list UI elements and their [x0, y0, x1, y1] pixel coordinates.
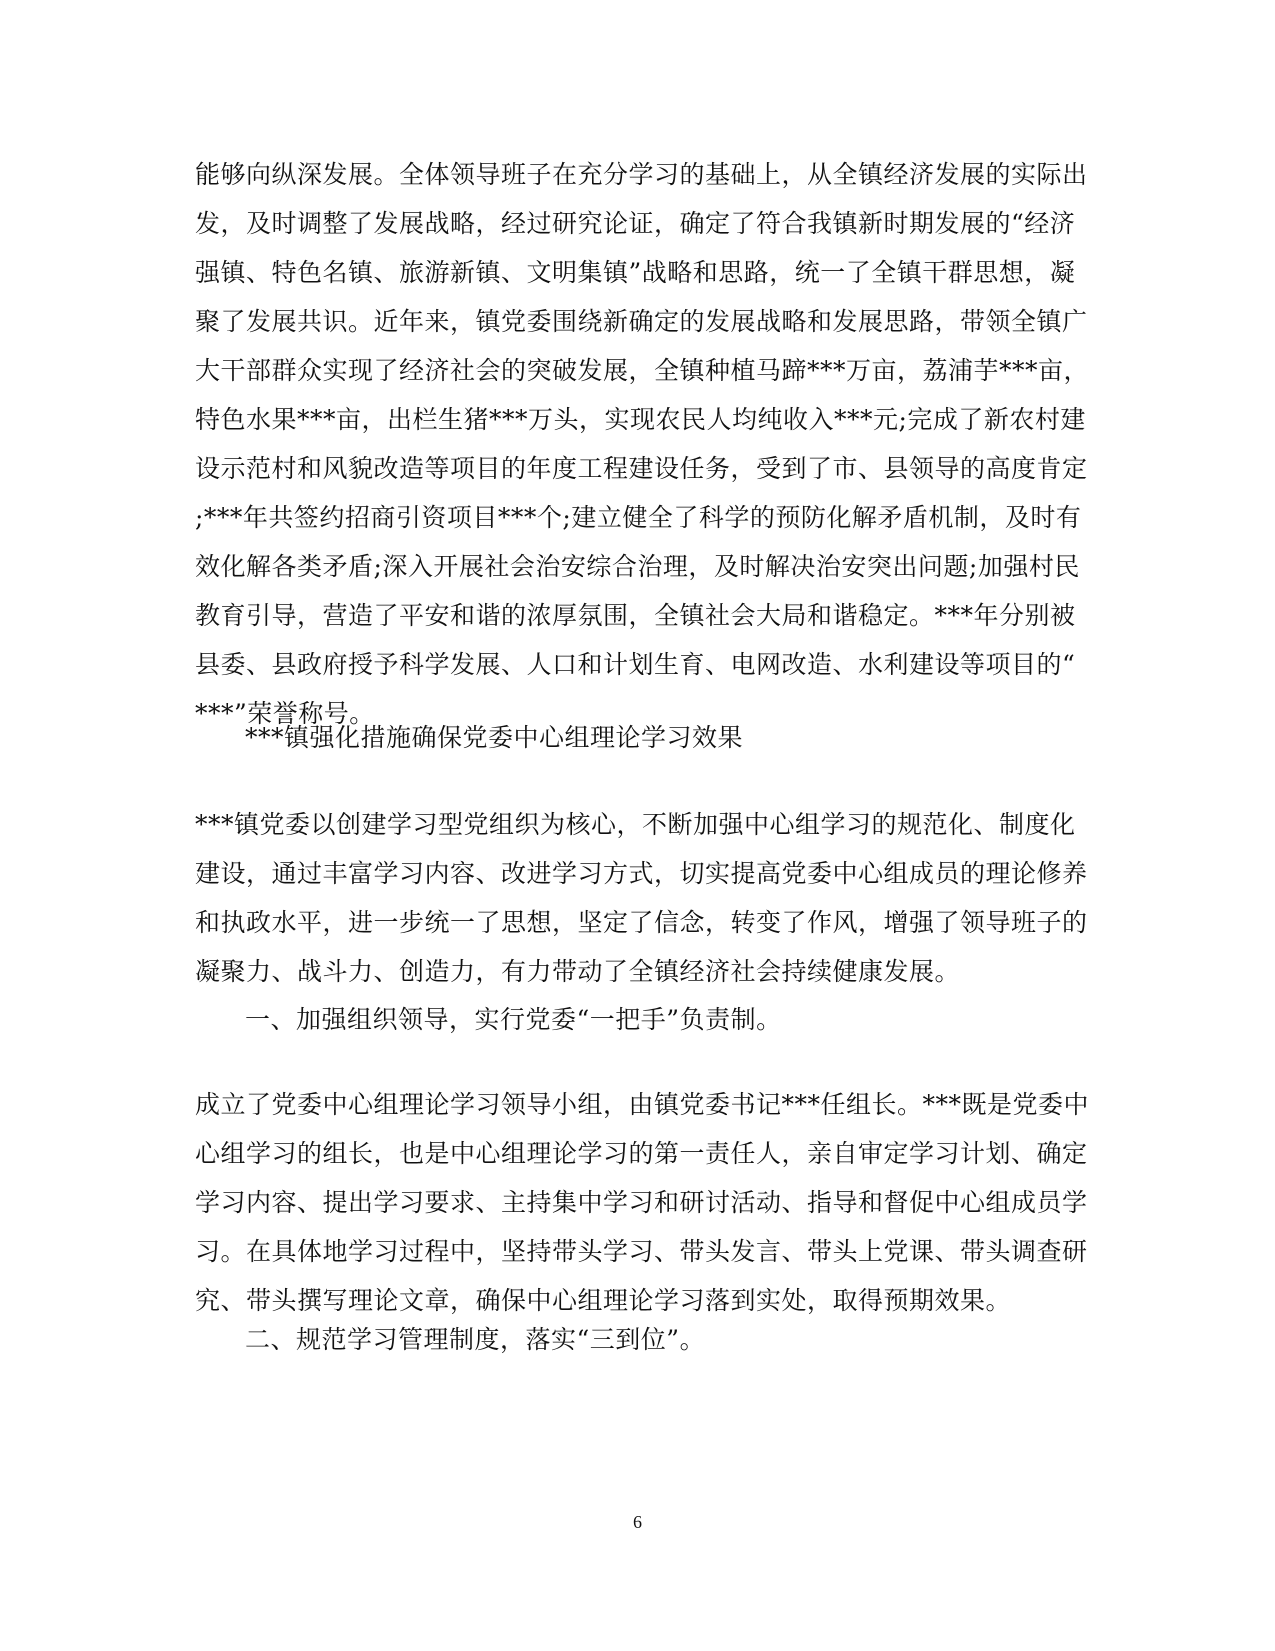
text-line: 大干部群众实现了经济社会的突破发展，全镇种植马蹄***万亩，荔浦芋***亩，: [195, 356, 1090, 385]
text-line: 强镇、特色名镇、旅游新镇、文明集镇”战略和思路，统一了全镇干群思想，凝: [195, 258, 1076, 287]
text-line: 和执政水平，进一步统一了思想，坚定了信念，转变了作风，增强了领导班子的: [195, 908, 1088, 937]
text-line: 县委、县政府授予科学发展、人口和计划生育、电网改造、水利建设等项目的“: [195, 650, 1076, 679]
text-line: 成立了党委中心组理论学习领导小组，由镇党委书记***任组长。***既是党委中: [195, 1090, 1090, 1119]
page-number: 6: [633, 1512, 642, 1532]
body-paragraph-1: [195, 150, 1090, 738]
text-line: 聚了发展共识。近年来，镇党委围绕新确定的发展战略和发展思路，带领全镇广: [195, 307, 1088, 336]
body-paragraph-3: [195, 1080, 1090, 1325]
section-heading-2: 二、规范学习管理制度，落实“三到位”。: [245, 1325, 706, 1354]
text-line: 凝聚力、战斗力、创造力，有力带动了全镇经济社会持续健康发展。: [195, 957, 961, 986]
section-heading-1: 一、加强组织领导，实行党委“一把手”负责制。: [245, 1005, 782, 1034]
text-line: 建设，通过丰富学习内容、改进学习方式，切实提高党委中心组成员的理论修养: [195, 859, 1088, 888]
text-line: ***”荣誉称号。: [195, 699, 375, 728]
article-title: ***镇强化措施确保党委中心组理论学习效果: [245, 723, 744, 752]
text-line: 特色水果***亩，出栏生猪***万头，实现农民人均纯收入***元;完成了新农村建: [195, 405, 1086, 434]
text-line: 效化解各类矛盾;深入开展社会治安综合治理，及时解决治安突出问题;加强村民: [195, 552, 1080, 581]
text-line: 心组学习的组长，也是中心组理论学习的第一责任人，亲自审定学习计划、确定: [195, 1139, 1088, 1168]
text-line: 发，及时调整了发展战略，经过研究论证，确定了符合我镇新时期发展的“经济: [195, 209, 1076, 238]
text-line: 教育引导，营造了平安和谐的浓厚氛围，全镇社会大局和谐稳定。***年分别被: [195, 601, 1076, 630]
text-line: 学习内容、提出学习要求、主持集中学习和研讨活动、指导和督促中心组成员学: [195, 1188, 1088, 1217]
text-line: ***镇党委以创建学习型党组织为核心，不断加强中心组学习的规范化、制度化: [195, 810, 1076, 839]
text-line: 设示范村和风貌改造等项目的年度工程建设任务，受到了市、县领导的高度肯定: [195, 454, 1088, 483]
body-paragraph-2: [195, 800, 1088, 996]
text-line: 究、带头撰写理论文章，确保中心组理论学习落到实处，取得预期效果。: [195, 1286, 1012, 1315]
text-line: 习。在具体地学习过程中，坚持带头学习、带头发言、带头上党课、带头调查研: [195, 1237, 1088, 1266]
text-line: ;***年共签约招商引资项目***个;建立健全了科学的预防化解矛盾机制，及时有: [195, 503, 1082, 532]
text-line: 能够向纵深发展。全体领导班子在充分学习的基础上，从全镇经济发展的实际出: [195, 160, 1088, 189]
